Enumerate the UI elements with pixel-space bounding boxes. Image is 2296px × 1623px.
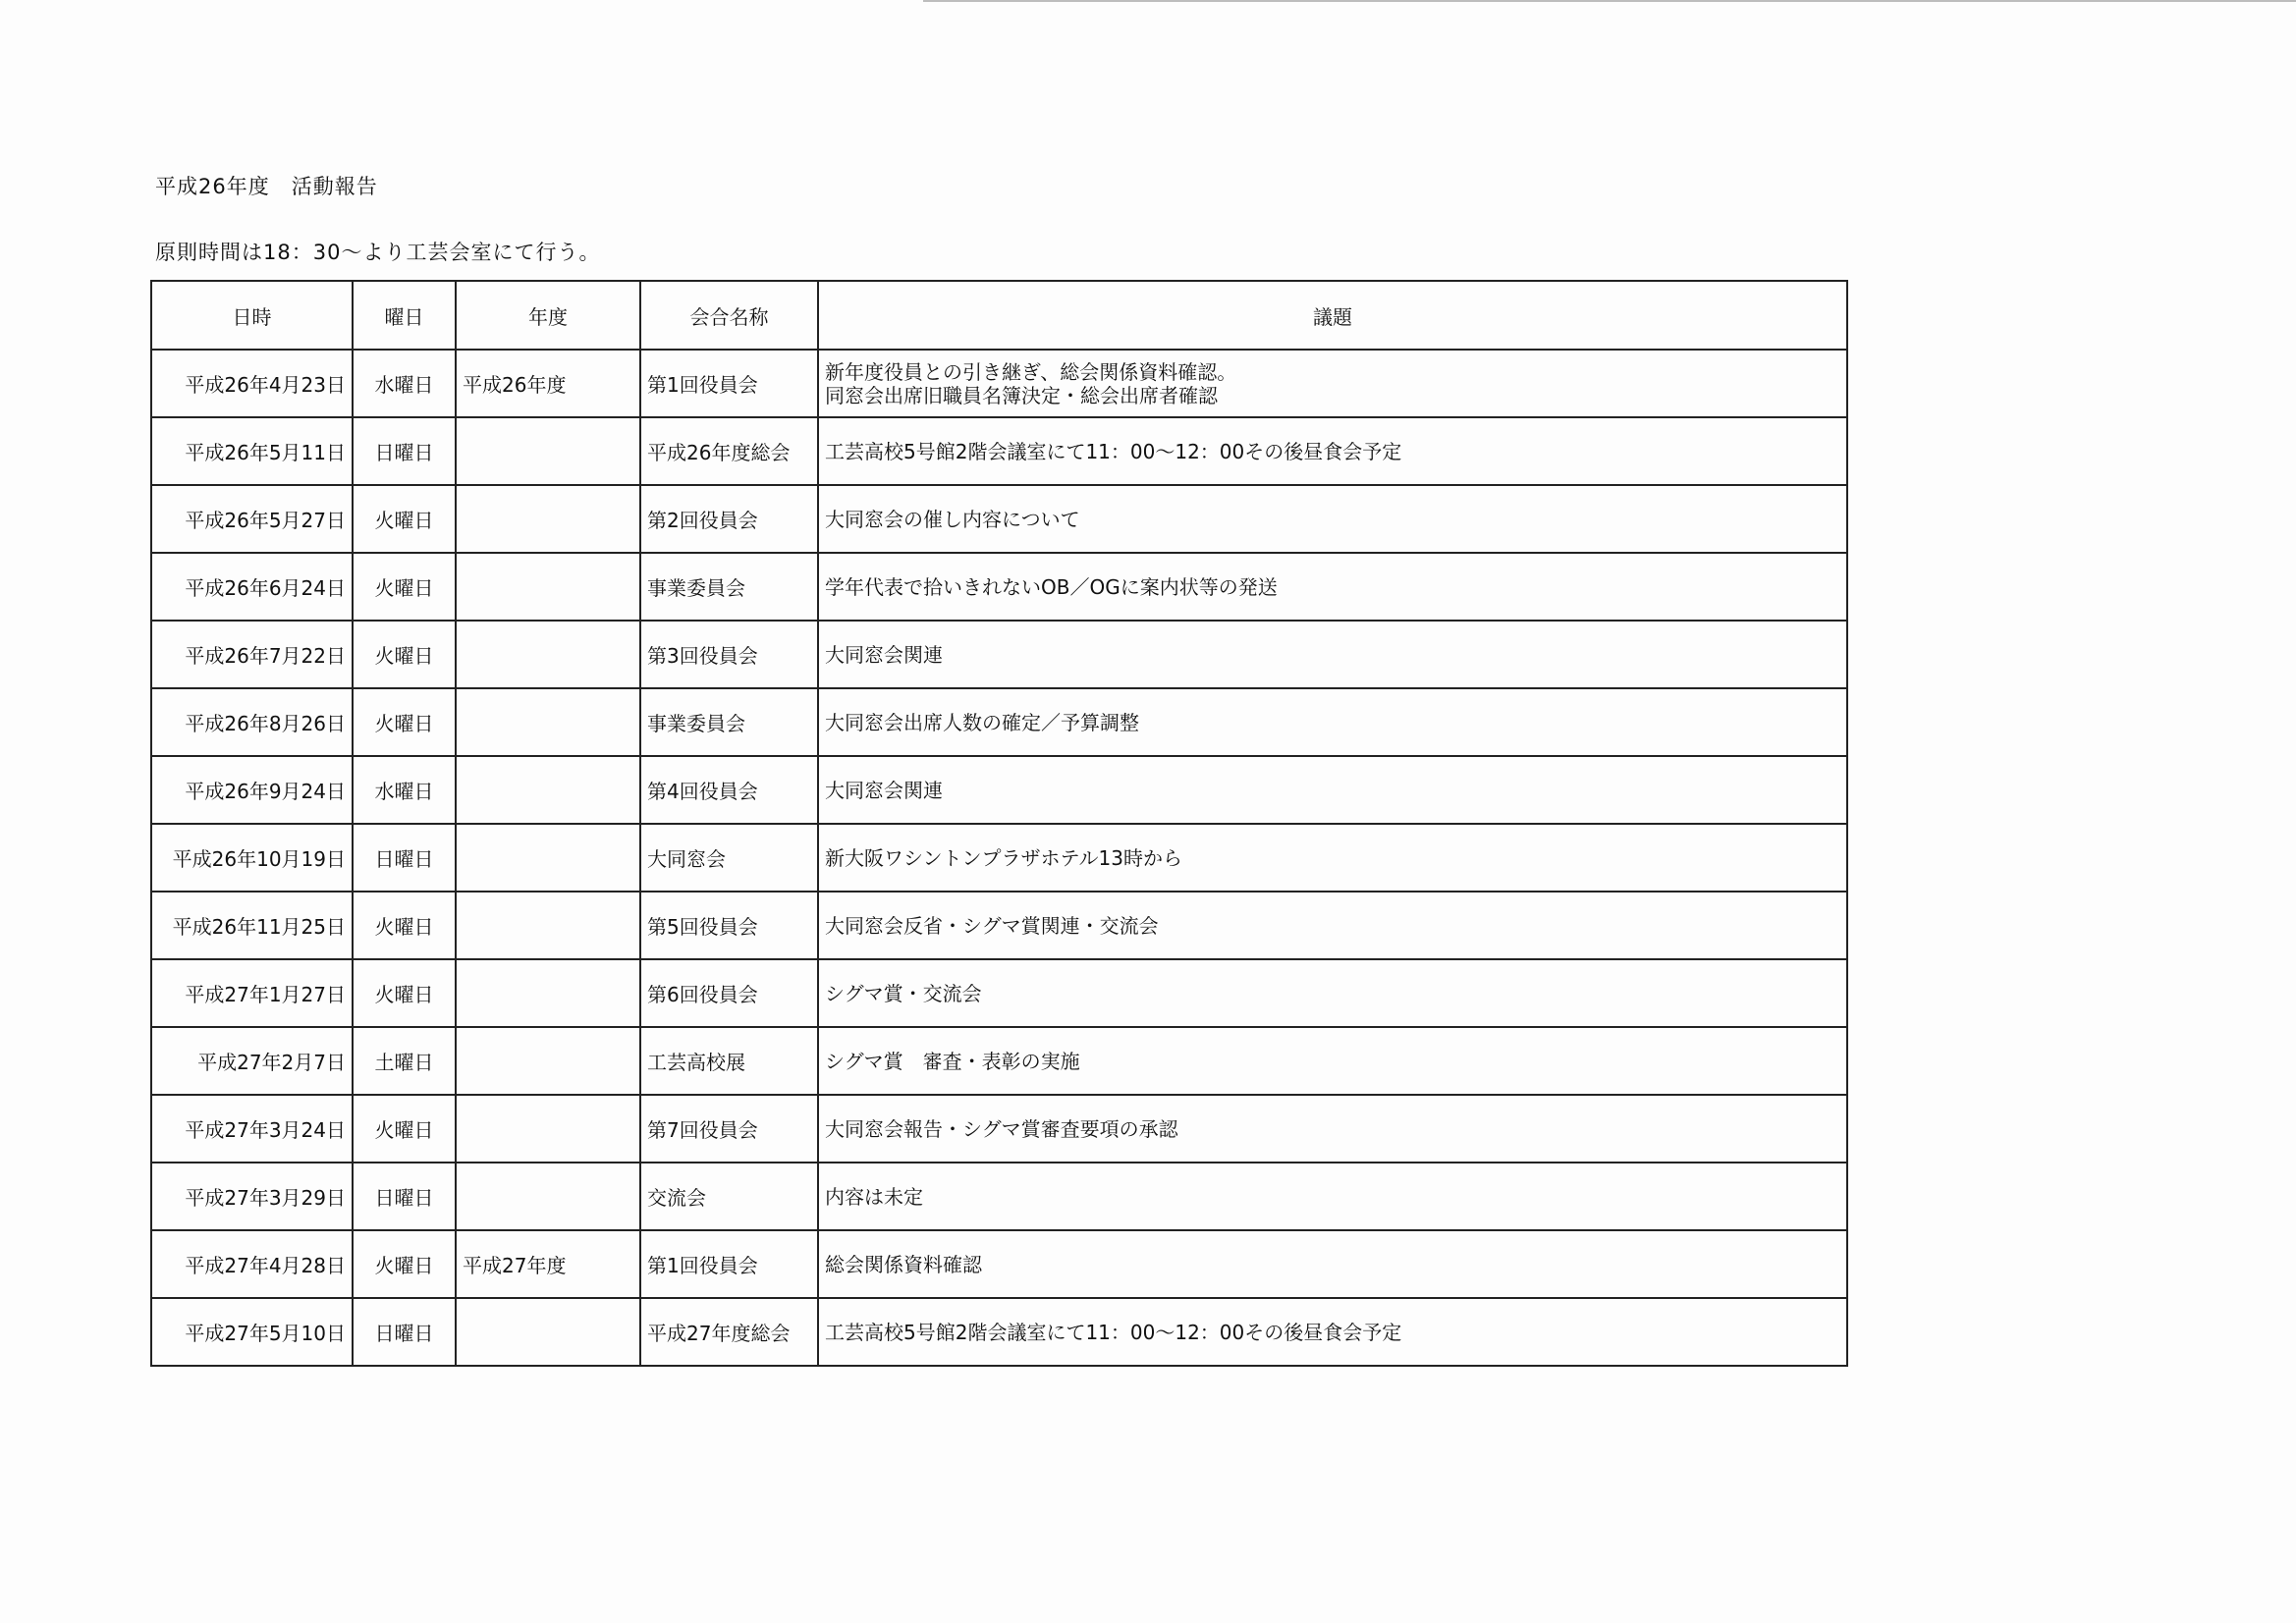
agenda-line: 新年度役員との引き継ぎ、総会関係資料確認。 bbox=[825, 359, 1237, 384]
cell-date: 平成26年10月19日 bbox=[151, 824, 353, 892]
table-row bbox=[151, 824, 1847, 892]
cell-meeting: 平成27年度総会 bbox=[640, 1298, 818, 1366]
cell-agenda bbox=[818, 485, 1847, 553]
cell-fiscal-year bbox=[456, 621, 640, 688]
cell-agenda bbox=[818, 756, 1847, 824]
agenda-line: 大同窓会反省・シグマ賞関連・交流会 bbox=[825, 913, 1159, 938]
cell-day-of-week: 土曜日 bbox=[353, 1027, 456, 1095]
cell-meeting: 第7回役員会 bbox=[640, 1095, 818, 1163]
agenda-line: 総会関係資料確認 bbox=[825, 1252, 982, 1276]
cell-agenda bbox=[818, 892, 1847, 959]
table-row bbox=[151, 1163, 1847, 1230]
agenda-line: 工芸高校5号館2階会議室にて11：00～12：00その後昼食会予定 bbox=[825, 1320, 1402, 1344]
cell-date: 平成26年7月22日 bbox=[151, 621, 353, 688]
cell-day-of-week: 日曜日 bbox=[353, 1163, 456, 1230]
cell-date: 平成27年1月27日 bbox=[151, 959, 353, 1027]
cell-day-of-week: 日曜日 bbox=[353, 1298, 456, 1366]
cell-agenda bbox=[818, 1230, 1847, 1298]
cell-fiscal-year bbox=[456, 756, 640, 824]
cell-meeting: 工芸高校展 bbox=[640, 1027, 818, 1095]
table-row bbox=[151, 1230, 1847, 1298]
agenda-line: 工芸高校5号館2階会議室にて11：00～12：00その後昼食会予定 bbox=[825, 439, 1402, 463]
cell-day-of-week: 火曜日 bbox=[353, 1095, 456, 1163]
cell-agenda bbox=[818, 1027, 1847, 1095]
cell-agenda bbox=[818, 824, 1847, 892]
document-title: 平成26年度 活動報告 bbox=[155, 175, 378, 198]
header-day-of-week: 曜日 bbox=[353, 281, 456, 350]
cell-agenda bbox=[818, 350, 1847, 417]
cell-fiscal-year bbox=[456, 1163, 640, 1230]
cell-meeting: 交流会 bbox=[640, 1163, 818, 1230]
table-row bbox=[151, 485, 1847, 553]
cell-fiscal-year bbox=[456, 1298, 640, 1366]
table-row bbox=[151, 959, 1847, 1027]
agenda-line: 内容は未定 bbox=[825, 1184, 923, 1209]
cell-date: 平成26年11月25日 bbox=[151, 892, 353, 959]
cell-agenda bbox=[818, 688, 1847, 756]
header-agenda: 議題 bbox=[818, 281, 1847, 350]
agenda-line: シグマ賞 審査・表彰の実施 bbox=[825, 1049, 1080, 1073]
cell-fiscal-year bbox=[456, 1095, 640, 1163]
header-meeting: 会合名称 bbox=[640, 281, 818, 350]
header-date: 日時 bbox=[151, 281, 353, 350]
cell-agenda bbox=[818, 553, 1847, 621]
cell-fiscal-year: 平成27年度 bbox=[456, 1230, 640, 1298]
cell-meeting: 事業委員会 bbox=[640, 688, 818, 756]
agenda-line: 大同窓会報告・シグマ賞審査要項の承認 bbox=[825, 1116, 1178, 1141]
table-row bbox=[151, 756, 1847, 824]
agenda-line: シグマ賞・交流会 bbox=[825, 981, 982, 1005]
table-row bbox=[151, 553, 1847, 621]
agenda-line: 大同窓会関連 bbox=[825, 642, 943, 667]
document-note: 原則時間は18：30～より工芸会室にて行う。 bbox=[155, 241, 601, 264]
cell-meeting: 第3回役員会 bbox=[640, 621, 818, 688]
cell-day-of-week: 火曜日 bbox=[353, 621, 456, 688]
cell-agenda bbox=[818, 417, 1847, 485]
cell-fiscal-year bbox=[456, 688, 640, 756]
cell-day-of-week: 日曜日 bbox=[353, 417, 456, 485]
cell-meeting: 事業委員会 bbox=[640, 553, 818, 621]
cell-meeting: 第1回役員会 bbox=[640, 350, 818, 417]
table-row bbox=[151, 621, 1847, 688]
cell-date: 平成26年5月11日 bbox=[151, 417, 353, 485]
table-row bbox=[151, 350, 1847, 417]
cell-date: 平成26年6月24日 bbox=[151, 553, 353, 621]
cell-meeting: 第4回役員会 bbox=[640, 756, 818, 824]
cell-day-of-week: 火曜日 bbox=[353, 688, 456, 756]
table-row bbox=[151, 892, 1847, 959]
cell-day-of-week: 火曜日 bbox=[353, 959, 456, 1027]
agenda-line: 大同窓会の催し内容について bbox=[825, 507, 1080, 531]
cell-agenda bbox=[818, 1095, 1847, 1163]
cell-fiscal-year: 平成26年度 bbox=[456, 350, 640, 417]
cell-date: 平成26年4月23日 bbox=[151, 350, 353, 417]
table-row bbox=[151, 1298, 1847, 1366]
cell-day-of-week: 火曜日 bbox=[353, 553, 456, 621]
cell-day-of-week: 日曜日 bbox=[353, 824, 456, 892]
cell-fiscal-year bbox=[456, 553, 640, 621]
cell-date: 平成27年2月7日 bbox=[151, 1027, 353, 1095]
cell-day-of-week: 火曜日 bbox=[353, 1230, 456, 1298]
cell-fiscal-year bbox=[456, 824, 640, 892]
cell-date: 平成26年8月26日 bbox=[151, 688, 353, 756]
cell-meeting: 大同窓会 bbox=[640, 824, 818, 892]
cell-date: 平成26年9月24日 bbox=[151, 756, 353, 824]
cell-fiscal-year bbox=[456, 1027, 640, 1095]
agenda-line: 学年代表で拾いきれないOB／OGに案内状等の発送 bbox=[825, 574, 1278, 599]
table-row bbox=[151, 1027, 1847, 1095]
cell-meeting: 第5回役員会 bbox=[640, 892, 818, 959]
cell-date: 平成27年4月28日 bbox=[151, 1230, 353, 1298]
cell-date: 平成27年3月29日 bbox=[151, 1163, 353, 1230]
table-row bbox=[151, 417, 1847, 485]
cell-meeting: 平成26年度総会 bbox=[640, 417, 818, 485]
table-row bbox=[151, 688, 1847, 756]
cell-meeting: 第1回役員会 bbox=[640, 1230, 818, 1298]
cell-fiscal-year bbox=[456, 959, 640, 1027]
activity-report-table bbox=[150, 280, 1848, 1367]
table-row bbox=[151, 1095, 1847, 1163]
table-header-row bbox=[151, 281, 1847, 350]
cell-agenda bbox=[818, 1163, 1847, 1230]
cell-date: 平成27年3月24日 bbox=[151, 1095, 353, 1163]
cell-date: 平成27年5月10日 bbox=[151, 1298, 353, 1366]
cell-agenda bbox=[818, 621, 1847, 688]
cell-day-of-week: 火曜日 bbox=[353, 892, 456, 959]
scan-edge-line bbox=[923, 0, 2296, 2]
cell-fiscal-year bbox=[456, 417, 640, 485]
cell-meeting: 第2回役員会 bbox=[640, 485, 818, 553]
cell-agenda bbox=[818, 1298, 1847, 1366]
cell-meeting: 第6回役員会 bbox=[640, 959, 818, 1027]
cell-agenda bbox=[818, 959, 1847, 1027]
cell-date: 平成26年5月27日 bbox=[151, 485, 353, 553]
cell-day-of-week: 火曜日 bbox=[353, 485, 456, 553]
cell-fiscal-year bbox=[456, 485, 640, 553]
cell-fiscal-year bbox=[456, 892, 640, 959]
cell-day-of-week: 水曜日 bbox=[353, 756, 456, 824]
agenda-line: 同窓会出席旧職員名簿決定・総会出席者確認 bbox=[825, 383, 1218, 407]
header-fiscal-year: 年度 bbox=[456, 281, 640, 350]
agenda-line: 大同窓会出席人数の確定／予算調整 bbox=[825, 710, 1139, 734]
agenda-line: 大同窓会関連 bbox=[825, 778, 943, 802]
cell-day-of-week: 水曜日 bbox=[353, 350, 456, 417]
agenda-line: 新大阪ワシントンプラザホテル13時から bbox=[825, 845, 1182, 870]
